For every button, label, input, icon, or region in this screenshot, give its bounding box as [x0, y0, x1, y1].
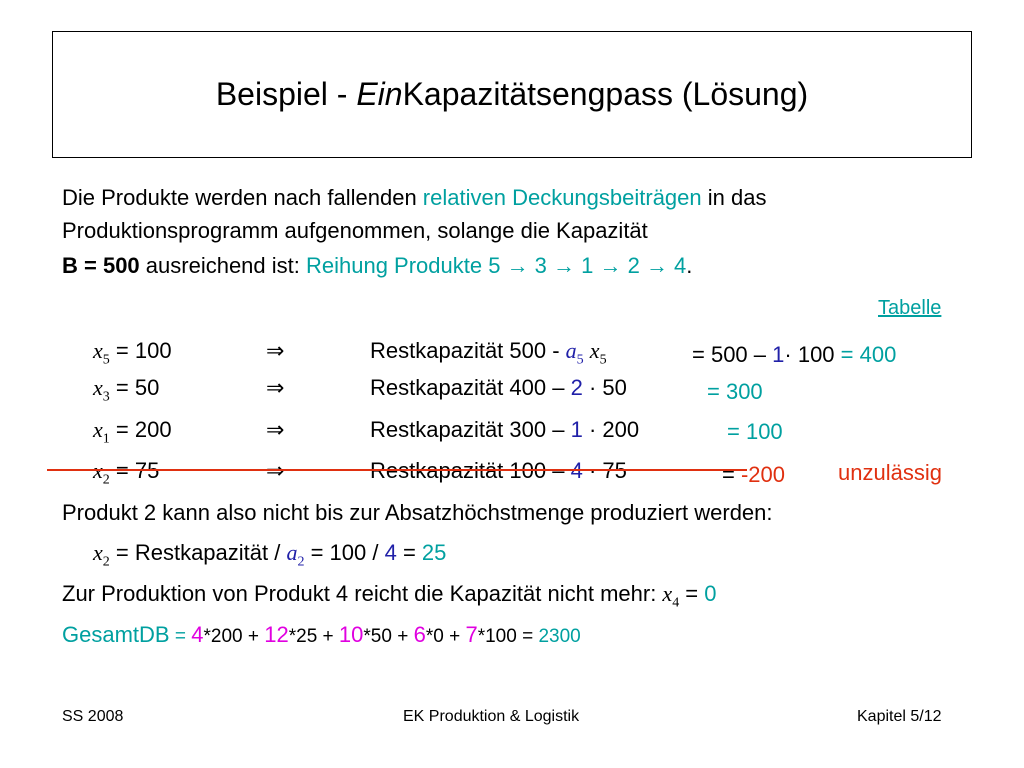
row-arrow: ⇒ — [266, 375, 285, 400]
result-negative: = -200 — [722, 462, 786, 487]
row-var: $x_1$ — [93, 417, 110, 447]
intro-text: Produktionsprogramm aufgenommen, solange die Kapazität — [62, 218, 648, 243]
result-300: = 300 — [707, 379, 763, 404]
strike-through-line — [47, 469, 747, 471]
tabelle-link[interactable]: Tabelle — [878, 297, 942, 319]
capacity-bold: B = 500 — [62, 253, 140, 278]
conclusion-equation: $x_2$ = Restkapazität / $a_2 = 100 / 4 = 25$ — [93, 540, 447, 570]
row-eq: = 50 — [115, 375, 160, 400]
row-arrow: ⇒ — [266, 417, 285, 442]
intro-text: ausreichend ist: — [139, 253, 306, 278]
row-var: $x_3$ — [93, 375, 110, 405]
gesamt-db-result: 2300 — [538, 626, 581, 647]
row-eq: = 100 — [115, 338, 172, 363]
row-rest-x1: Restkapazität 300 – 1 · 200 — [370, 417, 640, 442]
gesamt-db-label: GesamtDB — [62, 622, 170, 647]
row-rest-x3: Restkapazität 400 – 2 · 50 — [370, 375, 627, 400]
result-100: = 100 — [727, 419, 783, 444]
row-x2 — [93, 454, 159, 497]
unzulaessig-note: unzulässig — [838, 460, 942, 485]
conclusion-line-3: Zur Produktion von Produkt 4 reicht die Kapazität nicht mehr: $x_4 = 0$ — [62, 581, 717, 611]
footer-chapter: Kapitel 5/12 — [857, 708, 942, 725]
row-rest-x2: Restkapazität 100 – 4 · 75 — [370, 458, 627, 483]
coef-x: $x_5$ — [589, 338, 607, 368]
row-eq: = 75 — [115, 458, 160, 483]
row-var: $x_5$ — [93, 338, 110, 368]
intro-text: . — [686, 253, 693, 278]
footer-course: EK Produktion & Logistik — [403, 708, 580, 725]
intro-line-1 — [62, 181, 766, 215]
intro-line-3 — [62, 249, 692, 283]
row-eq: = 200 — [115, 417, 172, 442]
intro-text: in das — [701, 185, 767, 210]
result-400: = 400 — [840, 342, 897, 367]
title-italic: Ein — [356, 76, 403, 112]
intro-line-2 — [62, 214, 648, 248]
row-x3 — [93, 371, 159, 414]
relative-db-highlight: relativen Deckungsbeiträgen — [422, 185, 702, 210]
title-prefix: Beispiel - — [215, 76, 348, 112]
row-rest-x5: Restkapazität $500 - a_5$ $x_5$ — [370, 338, 607, 368]
row-arrow: ⇒ — [266, 338, 285, 363]
gesamt-db-line: GesamtDB = 4*200 + 12*25 + 10*50 + 6*0 + 7*100 = 2300 — [62, 622, 581, 647]
row-var: $x_2$ — [93, 458, 110, 488]
slide-title — [52, 31, 972, 158]
row-arrow: ⇒ — [266, 458, 285, 483]
conclusion-line-1: Produkt 2 kann also nicht bis zur Absatzhöchstmenge produziert werden: — [62, 500, 773, 525]
ranking-highlight: Reihung Produkte 5 → 3 → 1 → 2 → 4 — [305, 253, 687, 278]
row-x1 — [93, 413, 172, 456]
coef-var: $a_5$ — [565, 338, 584, 368]
footer-semester: SS 2008 — [62, 708, 124, 725]
row-calc-x5: = 500 – 1· 100 = 400 — [692, 342, 897, 367]
intro-text: Die Produkte werden nach fallenden — [62, 185, 423, 210]
title-suffix: Kapazitätsengpass (Lösung) — [402, 76, 809, 112]
